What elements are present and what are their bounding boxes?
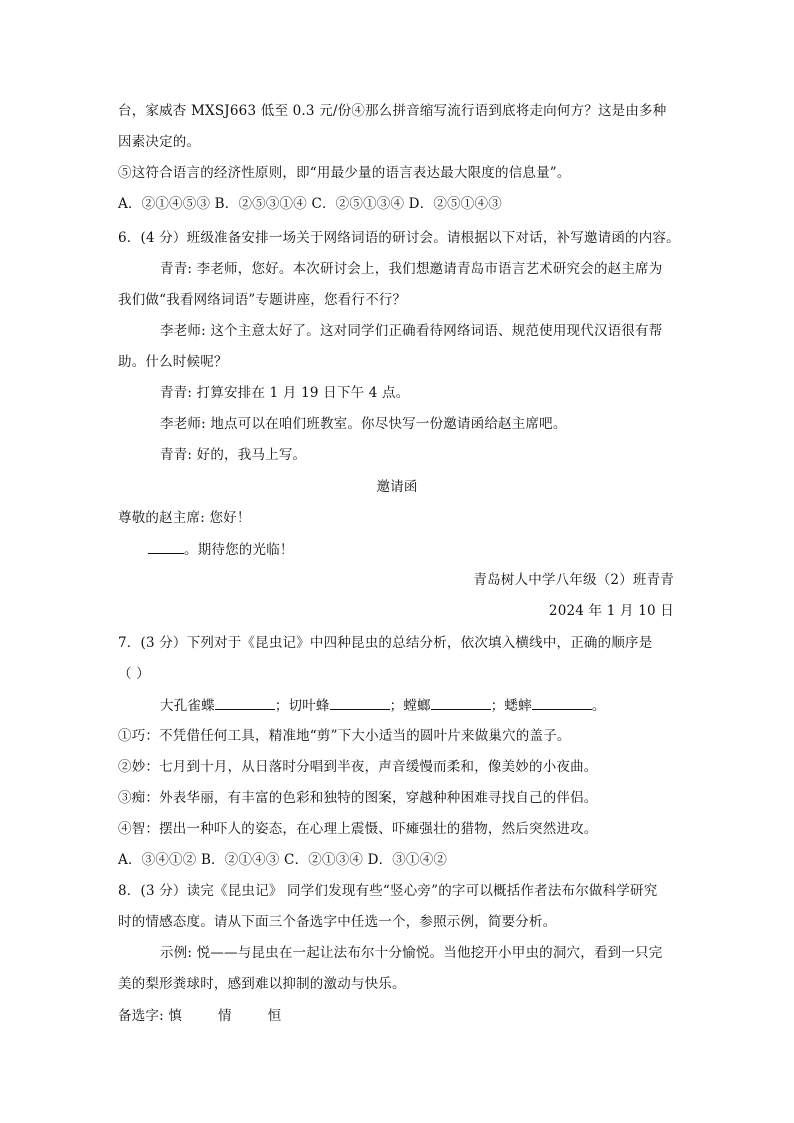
letter-body-text: 。期待您的光临！ [184, 542, 294, 558]
dialogue-line: 李老师: 这个主意太好了。这对同学们正确看待网络词语、规范使用现代汉语很有帮 [160, 323, 663, 339]
dialogue-line: 青青: 好的，我马上写。 [160, 447, 307, 463]
fill-blank[interactable] [215, 695, 275, 710]
dialogue-line: 李老师: 地点可以在咱们班教室。你尽快写一份邀请函给赵主席吧。 [160, 416, 567, 432]
dialogue-line: 青青: 李老师，您好。本次研讨会上，我们想邀请青岛市语言艺术研究会的赵主席为 [160, 261, 663, 277]
q7-fill-end: 。 [591, 698, 606, 714]
letter-greeting: 尊敬的赵主席: 您好！ [118, 510, 251, 526]
q8-choice-label: 备选字: 慎 [118, 1008, 183, 1024]
q8-choice: 情 [218, 1008, 232, 1024]
dialogue-line: 我们做“我看网络词语”专题讲座，您看行不行？ [118, 292, 407, 308]
fill-blank[interactable] [532, 695, 592, 710]
dialogue-line: 青青: 打算安排在 1 月 19 日下午 4 点。 [160, 385, 410, 401]
letter-title: 邀请函 [376, 479, 418, 495]
q7-options: A．③④①② B．②①④③ C．②①③④ D．③①④② [118, 852, 448, 868]
dialogue-line: 助。什么时候呢？ [118, 354, 228, 370]
q7-option-4: ④智：摆出一种吓人的姿态，在心理上震慑、吓瘫强壮的猎物，然后突然进攻。 [118, 821, 598, 837]
q7-answer-paren: （ ） [118, 666, 150, 682]
letter-date: 2024 年 1 月 10 日 [548, 603, 674, 619]
passage-line: ⑤这符合语言的经济性原则，即“用最少量的语言表达最大限度的信息量”。 [118, 165, 571, 181]
q7-insect-label: ；切叶蜂 [274, 698, 330, 714]
fill-blank[interactable] [431, 695, 491, 710]
q6-stem: 6．(4 分）班级准备安排一场关于网络词语的研讨会。请根据以下对话，补写邀请函的内容。 [118, 230, 680, 246]
q8-choice: 恒 [267, 1008, 282, 1024]
q5-options: A．②①④⑤③ B．②⑤③①④ C．②⑤①③④ D．②⑤①④③ [118, 196, 502, 212]
q7-fill-line [160, 695, 750, 716]
passage-line: 因素决定的。 [118, 134, 201, 150]
q7-option-2: ②妙：七月到十月，从日落时分唱到半夜，声音缓慢而柔和，像美妙的小夜曲。 [118, 759, 598, 775]
q7-insect-label: ；螳螂 [389, 698, 431, 714]
q8-example: 美的梨形粪球时，感到难以抑制的激动与快乐。 [118, 976, 406, 992]
passage-line: 台，家威杏 MXSJ663 低至 0.3 元/份④那么拼音缩写流行语到底将走向何方？这是由多种 [118, 103, 667, 119]
fill-blank[interactable] [330, 695, 390, 710]
q7-option-3: ③痴：外表华丽，有丰富的色彩和独特的图案，穿越种种困难寻找自己的伴侣。 [118, 790, 598, 806]
letter-signature: 青岛树人中学八年级（2）班青青 [473, 572, 674, 588]
letter-body [148, 539, 738, 560]
q7-insect-label: 大孔雀蝶 [160, 698, 215, 714]
q8-stem: 8．(3 分）读完《昆虫记》 同学们发现有些“竖心旁”的字可以概括作者法布尔做科学研究 [118, 883, 658, 899]
q7-option-1: ①巧：不凭借任何工具，精准地“剪”下大小适当的圆叶片来做巢穴的盖子。 [118, 728, 571, 744]
fill-blank[interactable] [148, 539, 184, 554]
q8-choices [118, 1006, 708, 1026]
q8-stem: 时的情感态度。请从下面三个备选字中任选一个，参照示例，简要分析。 [118, 914, 557, 930]
q7-insect-label: ；蟋蟀 [490, 698, 532, 714]
q7-stem: 7．(3 分）下列对于《昆虫记》中四种昆虫的总结分析，依次填入横线中，正确的顺序是 [118, 635, 653, 651]
q8-example: 示例: 悦——与昆虫在一起让法布尔十分愉悦。当他挖开小甲虫的洞穴，看到一只完 [160, 945, 663, 961]
